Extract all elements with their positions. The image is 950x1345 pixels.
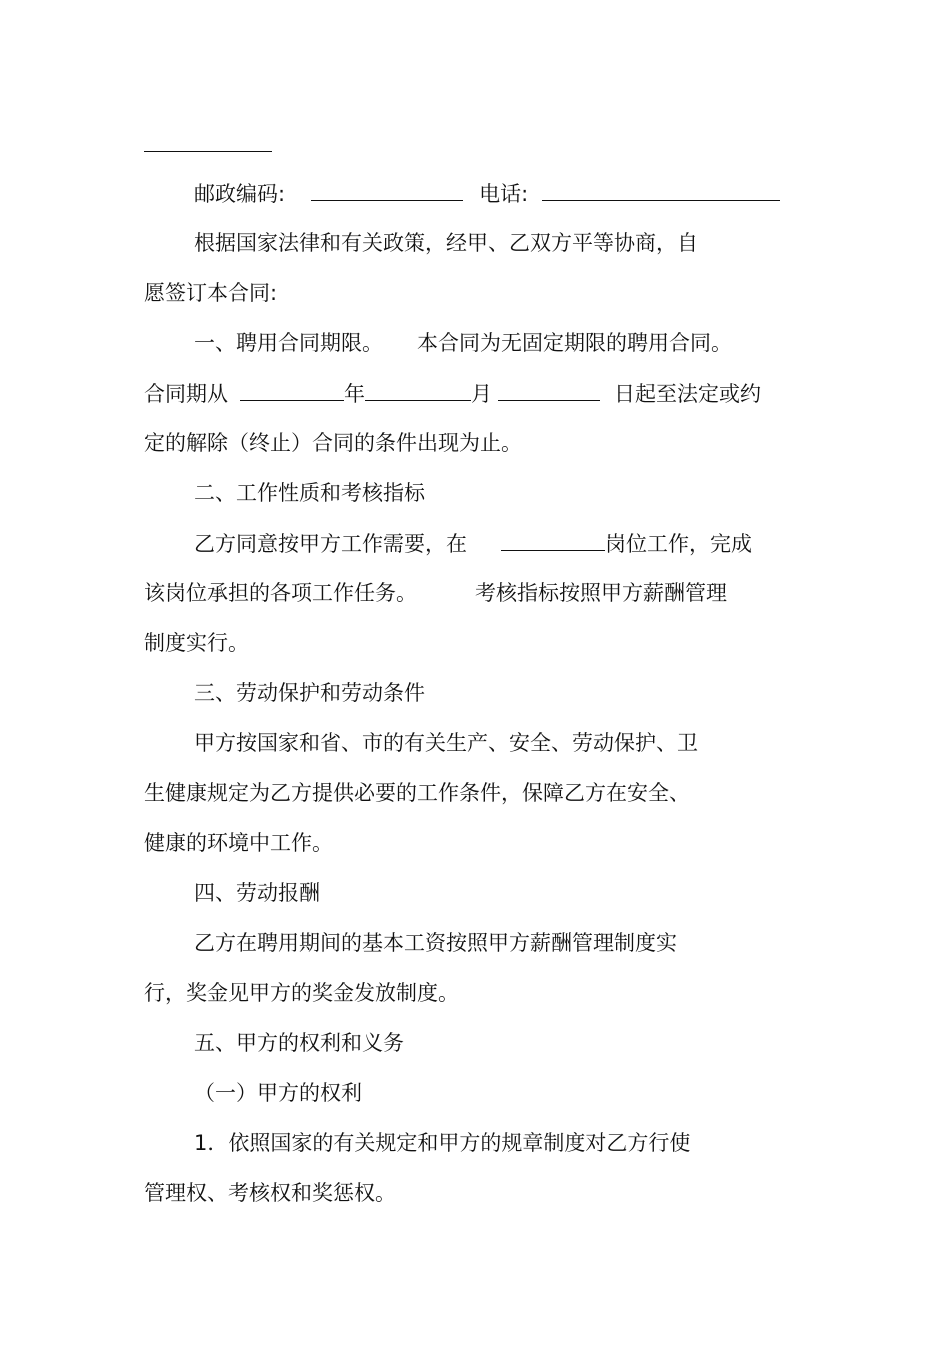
- section-4-line-2: 行，奖金见甲方的奖金发放制度。: [144, 981, 459, 1005]
- section-5-heading: 五、甲方的权利和义务: [194, 1031, 404, 1055]
- section-1-heading: 一、聘用合同期限。: [194, 331, 383, 355]
- postal-line: [194, 178, 780, 209]
- section-2-line-1: [194, 528, 752, 559]
- section-3-line-3: 健康的环境中工作。: [144, 831, 333, 855]
- phone-label: 电话:: [479, 182, 529, 206]
- section-2-line-2b: 考核指标按照甲方薪酬管理: [475, 581, 727, 605]
- postal-label: 邮政编码:: [194, 182, 286, 206]
- section-5-item-1-line-1: 1．依照国家的有关规定和甲方的规章制度对乙方行使: [194, 1131, 691, 1155]
- month-blank: [365, 378, 471, 401]
- position-blank: [501, 528, 605, 551]
- section-5-sub-1: （一）甲方的权利: [194, 1081, 362, 1105]
- section-1-line-3: 定的解除（终止）合同的条件出现为止。: [144, 431, 522, 455]
- section-2-line-1b: 岗位工作，完成: [605, 532, 752, 556]
- section-1-line-2: [144, 378, 761, 409]
- contract-period-tail: 日起至法定或约: [614, 382, 761, 406]
- intro-line-1: 根据国家法律和有关政策，经甲、乙双方平等协商，自: [194, 231, 698, 255]
- section-4-heading: 四、劳动报酬: [194, 881, 320, 905]
- phone-blank: [542, 178, 780, 201]
- section-2-line-1a: 乙方同意按甲方工作需要，在: [194, 532, 467, 556]
- section-3-heading: 三、劳动保护和劳动条件: [194, 681, 425, 705]
- section-2-heading: 二、工作性质和考核指标: [194, 481, 425, 505]
- year-label: 年: [344, 382, 365, 406]
- postal-code-blank: [311, 178, 463, 201]
- year-blank: [240, 378, 344, 401]
- day-blank: [498, 378, 600, 401]
- section-2-line-2a: 该岗位承担的各项工作任务。: [144, 581, 417, 605]
- section-1-line-1: [194, 328, 732, 358]
- section-1-text: 本合同为无固定期限的聘用合同。: [417, 331, 732, 355]
- section-3-line-2: 生健康规定为乙方提供必要的工作条件，保障乙方在安全、: [144, 781, 690, 805]
- section-3-line-1: 甲方按国家和省、市的有关生产、安全、劳动保护、卫: [194, 731, 698, 755]
- intro-line-2: 愿签订本合同:: [144, 281, 278, 305]
- section-5-item-1-line-2: 管理权、考核权和奖惩权。: [144, 1181, 396, 1205]
- section-2-line-2: [144, 578, 727, 608]
- contract-period-label: 合同期从: [144, 382, 228, 406]
- top-fill-line: [144, 151, 272, 152]
- section-2-line-3: 制度实行。: [144, 631, 249, 655]
- section-4-line-1: 乙方在聘用期间的基本工资按照甲方薪酬管理制度实: [194, 931, 677, 955]
- month-label: 月: [471, 382, 492, 406]
